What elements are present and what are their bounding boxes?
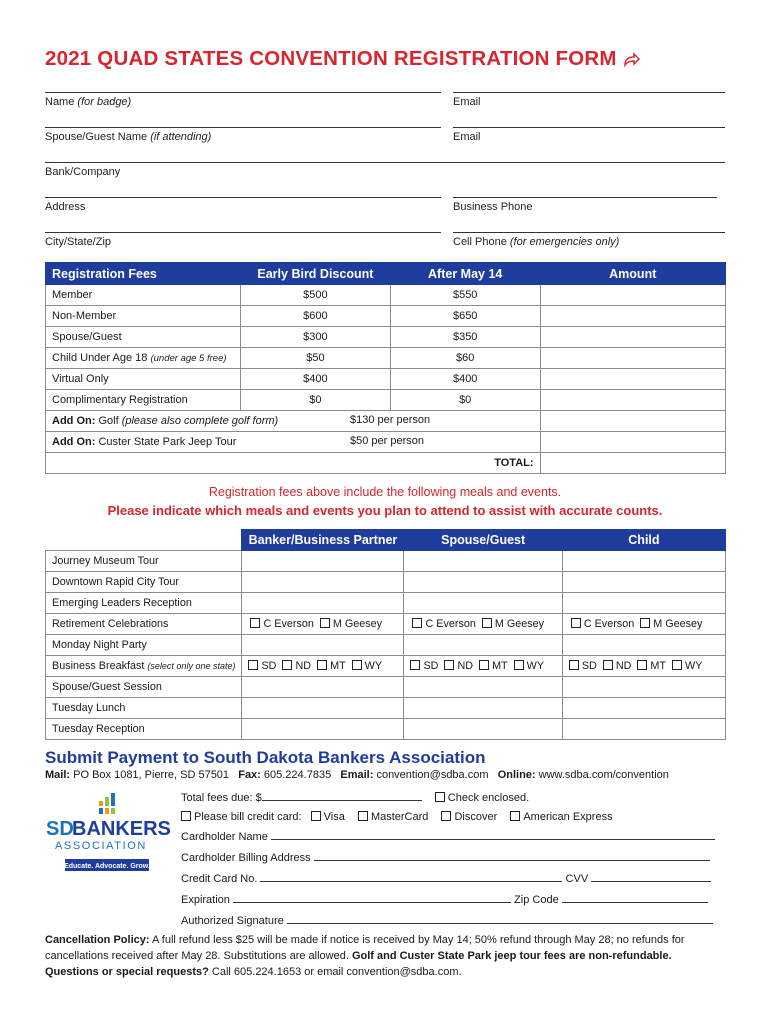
event-label: Downtown Rapid City Tour: [46, 572, 242, 593]
event-cell[interactable]: [404, 614, 562, 635]
state-label: WY: [526, 660, 545, 672]
choice-checkbox[interactable]: [250, 618, 260, 628]
addon-label: Add On: Golf (please also complete golf form) $130 per person: [46, 411, 541, 432]
fee-after: $0: [390, 390, 540, 411]
event-label: Tuesday Reception: [46, 719, 242, 740]
fees-header: Amount: [540, 263, 725, 285]
event-row: [46, 614, 726, 635]
event-row: [46, 698, 726, 719]
email-line[interactable]: [453, 92, 725, 93]
fee-label: Non-Member: [46, 306, 241, 327]
events-header-blank: [46, 530, 242, 551]
event-cell[interactable]: [404, 551, 562, 572]
cancellation-policy: Cancellation Policy: A full refund less $25 will be made if notice is received by May 14; 50% refund through May 28; no refunds for cancellations received after May 28. Substitutions are allowed. Golf and Custer State Park jeep tour fees are non-refundable. Questions or special requests? Call 605.224.1653 or email convention@sdba.com.: [45, 934, 685, 978]
fee-row: [46, 369, 726, 390]
choice-checkbox[interactable]: [412, 618, 422, 628]
fee-row: [46, 285, 726, 306]
event-cell[interactable]: [562, 656, 725, 677]
event-cell[interactable]: [242, 593, 404, 614]
event-cell[interactable]: [404, 656, 562, 677]
event-cell[interactable]: [404, 719, 562, 740]
event-cell[interactable]: [562, 698, 725, 719]
choice-checkbox[interactable]: [482, 618, 492, 628]
event-cell[interactable]: [242, 635, 404, 656]
event-label: Emerging Leaders Reception: [46, 593, 242, 614]
state-checkbox[interactable]: [248, 660, 258, 670]
event-cell[interactable]: [562, 551, 725, 572]
addon-label: Add On: Custer State Park Jeep Tour $50 per person: [46, 432, 541, 453]
spouse-email-line[interactable]: [453, 127, 725, 128]
fee-after: $400: [390, 369, 540, 390]
state-checkbox[interactable]: [637, 660, 647, 670]
total-due-field[interactable]: [262, 790, 422, 801]
event-label: Tuesday Lunch: [46, 698, 242, 719]
event-cell[interactable]: [404, 677, 562, 698]
fee-label: Member: [46, 285, 241, 306]
city-line[interactable]: [45, 232, 441, 233]
meals-instruction: Please indicate which meals and events you plan to attend to assist with accurate counts.: [107, 503, 663, 518]
contact-line: Mail: PO Box 1081, Pierre, SD 57501 Fax: 605.224.7835 Email: convention@sdba.com Online: www.sdba.com/convention: [45, 769, 669, 781]
addon-row: [46, 432, 726, 453]
address-line[interactable]: [45, 197, 441, 198]
event-cell[interactable]: [404, 635, 562, 656]
event-cell[interactable]: [562, 677, 725, 698]
event-cell[interactable]: [242, 677, 404, 698]
event-label: Journey Museum Tour: [46, 551, 242, 572]
event-cell[interactable]: [242, 656, 404, 677]
name-label: Name (for badge): [45, 96, 132, 108]
event-row: [46, 551, 726, 572]
event-cell[interactable]: [562, 614, 725, 635]
meals-note: Registration fees above include the following meals and events.: [208, 485, 562, 499]
billing-address-field[interactable]: [314, 850, 710, 861]
state-label: ND: [457, 660, 474, 672]
state-checkbox[interactable]: [672, 660, 682, 670]
state-label: ND: [615, 660, 632, 672]
business-phone-label: Business Phone: [453, 201, 533, 213]
event-cell[interactable]: [242, 572, 404, 593]
fee-early: $0: [240, 390, 390, 411]
events-header: Banker/Business Partner: [242, 530, 404, 551]
fee-row: [46, 327, 726, 348]
state-checkbox[interactable]: [410, 660, 420, 670]
fee-early: $600: [240, 306, 390, 327]
share-icon[interactable]: [623, 51, 640, 67]
event-label: Retirement Celebrations: [46, 614, 242, 635]
event-cell[interactable]: [562, 719, 725, 740]
event-cell[interactable]: [404, 572, 562, 593]
cardholder-row: Cardholder Name: [181, 829, 715, 843]
fees-header-row: [46, 263, 726, 285]
fee-row: [46, 390, 726, 411]
cardholder-field[interactable]: [271, 829, 715, 840]
signature-row: Authorized Signature: [181, 913, 713, 927]
card-number-field[interactable]: [260, 871, 562, 882]
state-label: MT: [492, 660, 508, 672]
addon-price: $50 per person: [350, 435, 424, 447]
event-cell[interactable]: [404, 698, 562, 719]
spouse-label: Spouse/Guest Name (if attending): [45, 131, 212, 143]
submit-heading: Submit Payment to South Dakota Bankers Association: [45, 748, 486, 767]
event-cell[interactable]: [242, 551, 404, 572]
fee-row: [46, 306, 726, 327]
event-row: [46, 635, 726, 656]
fee-after: $550: [390, 285, 540, 306]
choice-label: C Everson: [583, 618, 635, 630]
event-label: Monday Night Party: [46, 635, 242, 656]
spouse-line[interactable]: [45, 127, 441, 128]
card-number-row: Credit Card No. CVV: [181, 871, 711, 885]
choice-label: M Geesey: [653, 618, 703, 630]
state-label: SD: [261, 660, 277, 672]
event-row: [46, 656, 726, 677]
state-label: ND: [295, 660, 312, 672]
logo-bankers: BANKERS: [72, 818, 170, 840]
fee-amount-cell[interactable]: [540, 306, 725, 327]
event-label: Spouse/Guest Session: [46, 677, 242, 698]
fee-label: Virtual Only: [46, 369, 241, 390]
state-label: SD: [423, 660, 439, 672]
total-label: TOTAL:: [46, 453, 541, 474]
state-checkbox[interactable]: [444, 660, 454, 670]
choice-label: C Everson: [425, 618, 476, 630]
state-checkbox[interactable]: [603, 660, 613, 670]
choice-checkbox[interactable]: [571, 618, 581, 628]
events-table: [45, 529, 726, 740]
bill-card-checkbox[interactable]: [181, 811, 191, 821]
bank-line[interactable]: [45, 162, 725, 163]
fee-early: $50: [240, 348, 390, 369]
event-row: [46, 572, 726, 593]
bill-card-row: Please bill credit card: Visa MasterCard Discover American Express: [181, 811, 613, 823]
state-checkbox[interactable]: [282, 660, 292, 670]
fee-amount-cell[interactable]: [540, 285, 725, 306]
registration-fees-table: [45, 262, 726, 474]
fee-early: $400: [240, 369, 390, 390]
name-line[interactable]: [45, 92, 441, 93]
state-label: SD: [581, 660, 597, 672]
event-cell[interactable]: [562, 572, 725, 593]
email-label: Email: [453, 96, 481, 108]
state-label: MT: [330, 660, 346, 672]
discover-checkbox[interactable]: [441, 811, 451, 821]
choice-checkbox[interactable]: [320, 618, 330, 628]
fee-early: $500: [240, 285, 390, 306]
event-cell[interactable]: [242, 698, 404, 719]
state-checkbox[interactable]: [569, 660, 579, 670]
logo-graphic: [45, 793, 170, 873]
fee-label: Complimentary Registration: [46, 390, 241, 411]
event-row: [46, 719, 726, 740]
event-cell[interactable]: [242, 719, 404, 740]
fee-label: Spouse/Guest: [46, 327, 241, 348]
logo-sd: SD: [46, 818, 74, 840]
choice-label: C Everson: [263, 618, 314, 630]
event-label: Business Breakfast (select only one state): [46, 656, 242, 677]
spouse-email-label: Email: [453, 131, 481, 143]
addon-amount-cell[interactable]: [540, 411, 725, 432]
addon-amount-cell[interactable]: [540, 432, 725, 453]
fee-amount-cell[interactable]: [540, 348, 725, 369]
mastercard-checkbox[interactable]: [358, 811, 368, 821]
choice-label: M Geesey: [494, 618, 545, 630]
expiration-row: Expiration Zip Code: [181, 892, 708, 906]
fee-after: $650: [390, 306, 540, 327]
signature-field[interactable]: [287, 913, 713, 924]
fee-after: $350: [390, 327, 540, 348]
addon-row: [46, 411, 726, 432]
fees-header: Early Bird Discount: [240, 263, 390, 285]
form-title: 2021 QUAD STATES CONVENTION REGISTRATION FORM: [45, 47, 640, 71]
cell-label: Cell Phone (for emergencies only): [453, 236, 620, 248]
state-checkbox[interactable]: [514, 660, 524, 670]
total-row: [46, 453, 726, 474]
state-label: WY: [685, 660, 703, 672]
cvv-field[interactable]: [591, 871, 711, 882]
billing-row: Cardholder Billing Address: [181, 850, 710, 864]
fees-header: Registration Fees: [46, 263, 241, 285]
total-due-row: Total fees due: $ Check enclosed.: [181, 792, 530, 804]
state-label: WY: [364, 660, 383, 672]
city-label: City/State/Zip: [45, 236, 112, 248]
state-checkbox[interactable]: [317, 660, 327, 670]
total-amount-cell[interactable]: [540, 453, 725, 474]
check-enclosed-checkbox[interactable]: [435, 792, 445, 802]
events-header-row: [46, 530, 726, 551]
choice-checkbox[interactable]: [640, 618, 650, 628]
events-header: Child: [562, 530, 725, 551]
bank-label: Bank/Company: [45, 166, 121, 178]
fee-amount-cell[interactable]: [540, 369, 725, 390]
fees-header: After May 14: [390, 263, 540, 285]
fee-early: $300: [240, 327, 390, 348]
event-cell[interactable]: [242, 614, 404, 635]
event-cell[interactable]: [562, 635, 725, 656]
logo-tagline: Educate. Advocate. Grow.: [64, 863, 150, 870]
cell-line[interactable]: [453, 232, 725, 233]
state-checkbox[interactable]: [479, 660, 489, 670]
expiration-field[interactable]: [233, 892, 511, 903]
events-header: Spouse/Guest: [404, 530, 562, 551]
fee-label: Child Under Age 18 (under age 5 free): [46, 348, 241, 369]
logo-association: ASSOCIATION: [55, 840, 147, 852]
addon-price: $130 per person: [350, 414, 431, 426]
event-cell[interactable]: [404, 593, 562, 614]
state-label: MT: [650, 660, 667, 672]
fee-amount-cell[interactable]: [540, 327, 725, 348]
choice-label: M Geesey: [332, 618, 383, 630]
visa-checkbox[interactable]: [311, 811, 321, 821]
fee-after: $60: [390, 348, 540, 369]
address-label: Address: [45, 201, 86, 213]
event-row: [46, 677, 726, 698]
fee-row: [46, 348, 726, 369]
fee-amount-cell[interactable]: [540, 390, 725, 411]
event-cell[interactable]: [562, 593, 725, 614]
zip-field[interactable]: [562, 892, 708, 903]
state-checkbox[interactable]: [352, 660, 362, 670]
sdba-logo: [45, 793, 170, 873]
amex-checkbox[interactable]: [510, 811, 520, 821]
business-phone-line[interactable]: [453, 197, 717, 198]
event-row: [46, 593, 726, 614]
